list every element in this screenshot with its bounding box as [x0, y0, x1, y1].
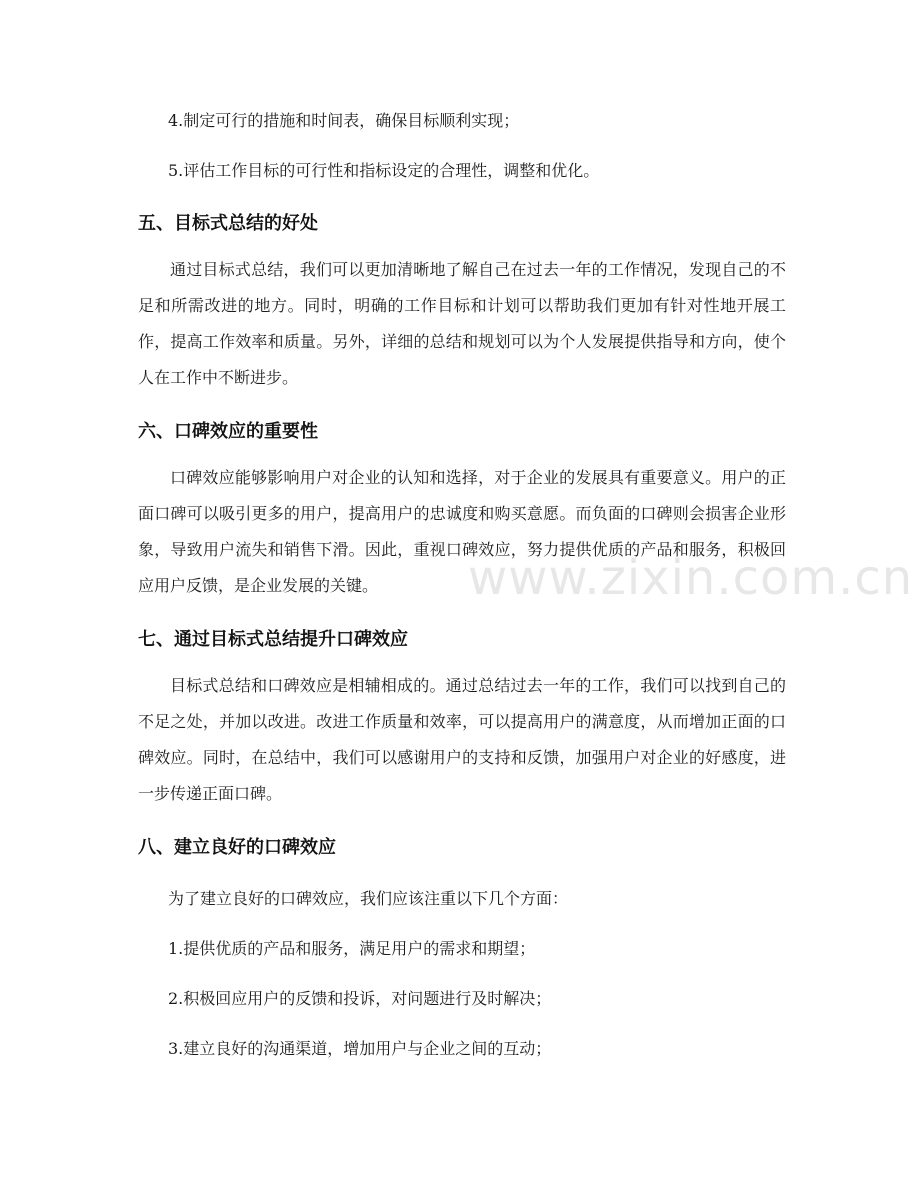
section-paragraph: 通过目标式总结，我们可以更加清晰地了解自己在过去一年的工作情况，发现自己的不足和所需改进的地方。同时，明确的工作目标和计划可以帮助我们更加有针对性地开展工作，提高工作效率和质量。另外，详细的总结和规划可以为个人发展提供指导和方向，使个人在工作中不断进步。 — [138, 260, 786, 387]
section-heading: 五、目标式总结的好处 — [138, 213, 318, 234]
section-heading: 七、通过目标式总结提升口碑效应 — [138, 629, 408, 650]
section-heading: 八、建立良好的口碑效应 — [138, 837, 336, 858]
section-intro: 为了建立良好的口碑效应，我们应该注重以下几个方面： — [168, 889, 569, 908]
list-item: 1.提供优质的产品和服务，满足用户的需求和期望； — [168, 939, 536, 958]
list-item: 2.积极回应用户的反馈和投诉，对问题进行及时解决； — [168, 989, 552, 1008]
list-item: 3.建立良好的沟通渠道，增加用户与企业之间的互动； — [168, 1039, 552, 1058]
watermark-text: www.zixin.com.cn — [468, 550, 914, 606]
section-paragraph: 口碑效应能够影响用户对企业的认知和选择，对于企业的发展具有重要意义。用户的正面口碑可以吸引更多的用户，提高用户的忠诚度和购买意愿。而负面的口碑则会损害企业形象，导致用户流失和销售下滑。因此，重视口碑效应，努力提供优质的产品和服务，积极回应用户反馈，是企业发展的关键。 — [138, 468, 786, 595]
section-paragraph: 目标式总结和口碑效应是相辅相成的。通过总结过去一年的工作，我们可以找到自己的不足之处，并加以改进。改进工作质量和效率，可以提高用户的满意度，从而增加正面的口碑效应。同时，在总结中，我们可以感谢用户的支持和反馈，加强用户对企业的好感度，进一步传递正面口碑。 — [138, 676, 786, 803]
section-heading: 六、口碑效应的重要性 — [138, 421, 318, 442]
list-item: 4.制定可行的措施和时间表，确保目标顺利实现； — [168, 111, 520, 130]
list-item: 5.评估工作目标的可行性和指标设定的合理性，调整和优化。 — [168, 161, 600, 180]
